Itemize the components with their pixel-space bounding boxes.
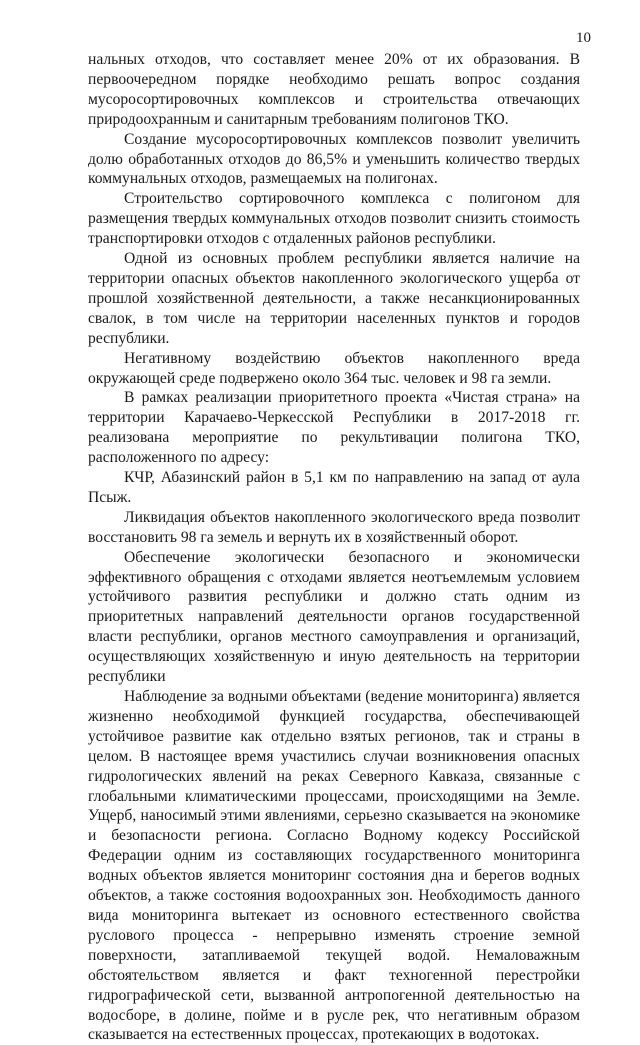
- document-body: [88, 50, 580, 1045]
- paragraph-9: Обеспечение экологически безопасного и экономически эффективного обращения с отходами является неотъемлемым условием устойчивого развития республики и должно стать одним из приоритетных направлений деятельности органов государственной власти республики, органов местного самоуправления и организаций, осуществляющих хозяйственную и иную деятельность на территории республики: [88, 548, 580, 686]
- paragraph-1: нальных отходов, что составляет менее 20% от их образования. В первоочередном порядке необходимо решать вопрос создания мусоросортировочных комплексов и строительства отвечающих природоохранным и санитарным требованиям полигонов ТКО.: [88, 51, 580, 128]
- paragraph-3: Строительство сортировочного комплекса с полигоном для размещения твердых коммунальных отходов позволит снизить стоимость транспортировки отходов с отдаленных районов республики.: [88, 190, 580, 248]
- paragraph-8: Ликвидация объектов накопленного экологического вреда позволит восстановить 98 га земель и вернуть их в хозяйственный оборот.: [88, 508, 580, 546]
- paragraph-2: Создание мусоросортировочных комплексов позволит увеличить долю обработанных отходов до 86,5% и уменьшить количество твердых коммунальных отходов, размещаемых на полигонах.: [88, 130, 580, 188]
- paragraph-5: Негативному воздействию объектов накопленного вреда окружающей среде подвержено около 364 тыс. человек и 98 га земли.: [88, 349, 580, 387]
- paragraph-6: В рамках реализации приоритетного проекта «Чистая страна» на территории Карачаево-Черкесской Республики в 2017-2018 гг. реализована мероприятие по рекультивации полигона ТКО, расположенного по адресу:: [88, 389, 580, 467]
- page-number: 10: [576, 30, 591, 46]
- paragraph-4: Одной из основных проблем республики является наличие на территории опасных объектов накопленного экологического ущерба от прошлой хозяйственной деятельности, а также несанкционированных свалок, в том числе на территории населенных пунктов и городов республики.: [88, 250, 580, 347]
- paragraph-10: Наблюдение за водными объектами (ведение мониторинга) является жизненно необходимой функцией государства, обеспечивающей устойчивое развитие как отдельно взятых регионов, так и страны в целом. В настоящее время участились случаи возникновения опасных гидрологических явлений на реках Северного Кавказа, связанные с глобальными климатическими процессами, происходящими на Земле. Ущерб, наносимый этими явлениями, серьезно сказывается на экономике и безопасности региона. Согласно Водному кодексу Российской Федерации одним из составляющих государственного мониторинга водных объектов является мониторинг состояния дна и берегов водных объектов, а также состояния водоохранных зон. Необходимость данного вида мониторинга вытекает из основного естественного свойства руслового процесса - непрерывно изменять строение земной поверхности, затапливаемой текущей водой. Немаловажным обстоятельством является и факт техногенной перестройки гидрографической сети, вызванной антропогенной деятельностью на водосборе, в долине, пойме и в русле рек, что негативным образом сказывается на естественных процессах, протекающих в водотоках.: [88, 688, 580, 1044]
- paragraph-7: КЧР, Абазинский район в 5,1 км по направлению на запад от аула Псыж.: [88, 469, 580, 506]
